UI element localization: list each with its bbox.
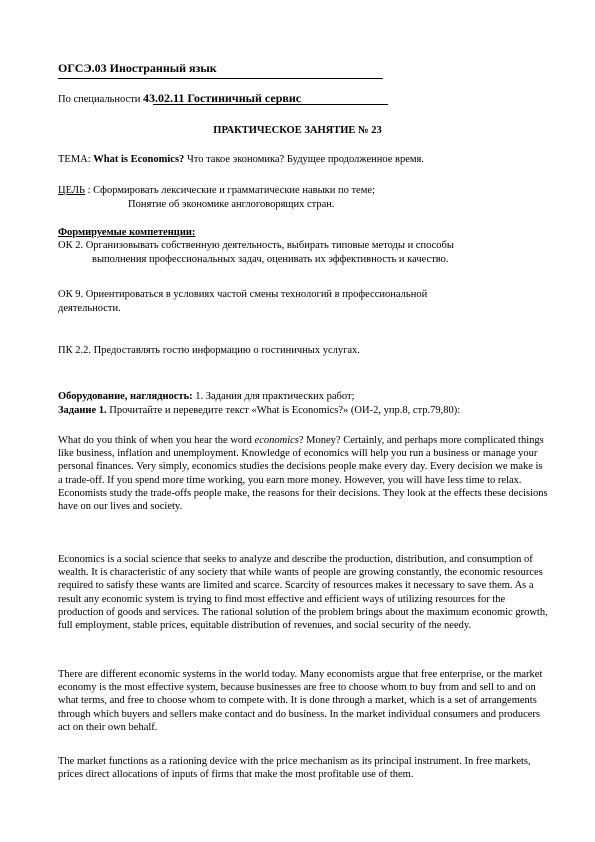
topic-russian: Что такое экономика? Будущее продолженное время. — [184, 154, 424, 165]
specialty-prefix: По специальности — [58, 94, 144, 105]
task1-label: Задание 1. — [58, 405, 107, 416]
p1-rest: ? Money? Certainly, and perhaps more complicated things like business, inflation and unemployment. Knowledge of economics will help you run a business or manage your personal finances. Very simply, economics studies the decisions people make every day. Every decision we make is a trade-off. If you spend more time working, you earn more money. However, you will have less time to relax. Economists study the trade-offs people make, the reasons for their decisions. They look at the effects these decisions have on our lives and society. — [58, 435, 548, 513]
lesson-title: ПРАКТИЧЕСКОЕ ЗАНЯТИЕ № 23 — [213, 125, 382, 136]
topic-english: What is Economics? — [93, 154, 185, 165]
ok2-line-1: ОК 2. Организовывать собственную деятельность, выбирать типовые методы и способы — [58, 240, 454, 251]
title-underline — [58, 78, 383, 79]
specialty-code: 43.02.11 Гостиничный сервис — [143, 91, 302, 105]
text-paragraph-4: The market functions as a rationing device with the price mechanism as its principal instrument. In free markets, prices direct allocations of inputs of firms that make the most profitable use of them. — [58, 756, 531, 781]
ok9-line-2: деятельности. — [58, 303, 121, 314]
competencies-heading: Формируемые компетенции: — [58, 227, 196, 238]
ok9-line-1: ОК 9. Ориентироваться в условиях частой смены технологий в профессиональной — [58, 289, 428, 300]
topic-line — [58, 153, 424, 166]
task1-line — [58, 404, 460, 417]
equipment-line — [58, 390, 354, 403]
text-paragraph-2: Economics is a social science that seeks to analyze and describe the production, distribution, and consumption of wealth. It is characteristic of any society that while wants of people are growing constantly, the economic resources required to satisfy these wants are limited and scarce. Scarcity of resources makes it necessary to save them. As a result any economic system is trying to find most effective and efficient ways of utilizing resources for the production of goods and services. The rational solution of the problem brings about the maximum economic growth, full employment, stable prices, equitable distribution of revenues, and social security of the needy. — [58, 554, 548, 632]
equipment-text: 1. Задания для практических работ; — [192, 391, 355, 402]
goal-label: ЦЕЛЬ — [58, 185, 86, 196]
goal-line-2: Понятие об экономике англоговорящих стран. — [128, 199, 335, 210]
specialty-underline — [153, 104, 388, 105]
equipment-label: Оборудование, наглядность: — [58, 391, 193, 402]
task1-text: Прочитайте и переведите текст «What is Economics?» (ОИ-2, упр.8, стр.79,80): — [106, 405, 461, 416]
discipline-title: ОГСЭ.03 Иностранный язык — [58, 61, 217, 75]
text-paragraph-3: There are different economic systems in the world today. Many economists argue that free enterprise, or the market economy is the most effective system, because businesses are free to choose whom to buy from and sell to and on what terms, and free to choose whom to compete with. It is done through a market, which is a set of arrangements through which buyers and sellers make contact and do business. In the market individual consumers and producers act on their own behalf. — [58, 669, 543, 733]
text-paragraph-1 — [58, 434, 548, 513]
topic-label: ТЕМА: — [58, 154, 94, 165]
goal-line-1 — [58, 184, 375, 197]
ok2-line-2: выполнения профессиональных задач, оценивать их эффективность и качество. — [92, 254, 449, 265]
p1-start: What do you think of when you hear the word — [58, 435, 255, 446]
goal-text-1: : Сформировать лексические и грамматические навыки по теме; — [85, 185, 375, 196]
pk22-line: ПК 2.2. Предоставлять гостю информацию о гостиничных услугах. — [58, 345, 360, 356]
p1-italic-word: economics — [254, 435, 299, 446]
